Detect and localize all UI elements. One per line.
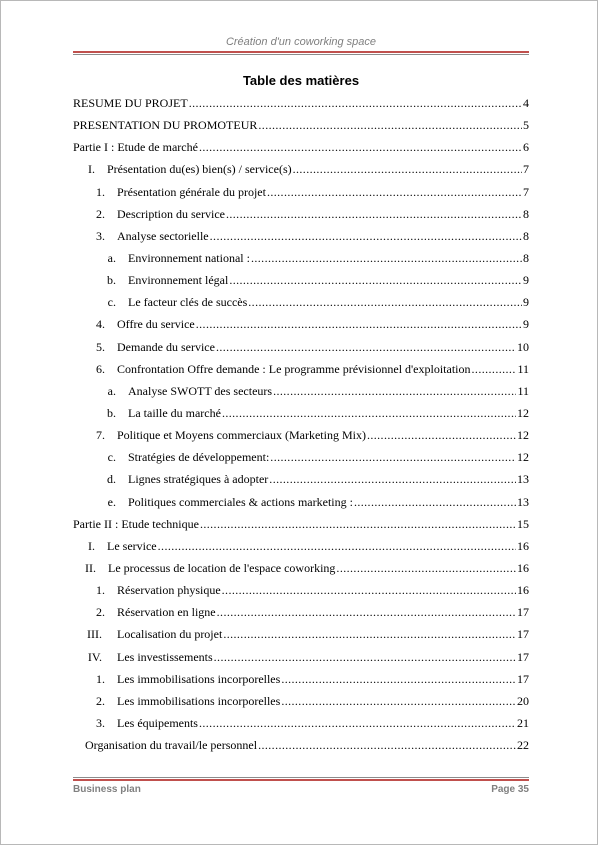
header-rule-gray	[73, 54, 529, 55]
toc-entry-title: Présentation générale du projet	[117, 184, 266, 199]
toc-entry-title: Les investissements	[117, 649, 213, 664]
toc-entry-page: 10	[517, 339, 529, 354]
toc-dot-leader	[248, 295, 522, 310]
toc-entry-title: Réservation en ligne	[117, 605, 216, 620]
toc-entry-number: IV.	[87, 649, 102, 664]
toc-entry[interactable]	[73, 382, 529, 404]
toc-entry-title: Partie I : Etude de marché	[73, 140, 198, 155]
toc-entry-title: Réservation physique	[117, 583, 221, 598]
toc-entry-title: La taille du marché	[128, 405, 221, 420]
toc-entry-page: 21	[517, 715, 529, 730]
toc-entry-title: Stratégies de développement:	[128, 450, 270, 465]
toc-dot-leader	[217, 605, 516, 620]
toc-entry-page: 17	[517, 671, 529, 686]
toc-entry[interactable]	[73, 315, 529, 337]
toc-entry-page: 16	[517, 560, 529, 575]
toc-entry-page: 4	[523, 96, 529, 110]
toc-entry[interactable]	[73, 94, 529, 116]
toc-dot-leader	[222, 583, 516, 598]
toc-dot-leader	[199, 716, 516, 731]
toc-entry-page: 6	[523, 140, 529, 155]
toc-entry-title: Confrontation Offre demande : Le programme prévisionnel d'exploitation	[117, 361, 471, 376]
toc-dot-leader	[354, 495, 516, 510]
toc-dot-leader	[270, 450, 516, 465]
toc-entry-title: Le processus de location de l'espace coworking	[108, 560, 336, 575]
toc-entry-title: Demande du service	[117, 339, 215, 354]
toc-dot-leader	[269, 472, 516, 487]
toc-entry-page: 16	[517, 583, 529, 598]
toc-entry[interactable]	[73, 625, 529, 647]
toc-dot-leader	[189, 96, 522, 111]
toc-entry-title: Environnement national :	[128, 250, 250, 265]
toc-entry-title: Environnement légal	[128, 273, 229, 288]
toc-entry-page: 12	[517, 450, 529, 465]
toc-dot-leader	[216, 340, 516, 355]
toc-entry-title: Les immobilisations incorporelles	[117, 671, 281, 686]
toc-entry-page: 17	[517, 649, 529, 664]
toc-entry-number: 5.	[96, 339, 105, 354]
toc-entry[interactable]	[73, 138, 529, 160]
toc-entry-number: b.	[107, 273, 116, 288]
toc-entry-page: 13	[517, 494, 529, 509]
toc-entry-number: 3.	[96, 715, 105, 730]
toc-entry[interactable]	[73, 670, 529, 692]
toc-dot-leader	[222, 406, 516, 421]
toc-entry-page: 5	[523, 118, 529, 133]
toc-entry-title: Politiques commerciales & actions marketing :	[128, 494, 353, 509]
page-number: Page 35	[491, 784, 529, 795]
toc-entry[interactable]	[73, 692, 529, 714]
toc-entry[interactable]	[73, 470, 529, 492]
toc-entry-number: 6.	[96, 361, 105, 376]
toc-entry[interactable]	[73, 249, 529, 271]
toc-entry[interactable]	[73, 515, 529, 537]
toc-entry-number: 1.	[96, 671, 105, 686]
toc-entry[interactable]	[73, 116, 529, 138]
toc-entry[interactable]	[73, 426, 529, 448]
toc-entry[interactable]	[73, 736, 529, 758]
toc-entry-title: Localisation du projet	[117, 627, 223, 642]
toc-entry[interactable]	[73, 714, 529, 736]
toc-entry[interactable]	[73, 404, 529, 426]
toc-entry-page: 8	[523, 250, 529, 265]
toc-dot-leader	[223, 627, 516, 642]
toc-dot-leader	[226, 207, 522, 222]
toc-entry[interactable]	[73, 227, 529, 249]
toc-entry-page: 20	[517, 693, 529, 708]
footer-left: Business plan	[73, 784, 141, 795]
toc-entry-page: 13	[517, 472, 529, 487]
toc-entry-page: 11	[517, 361, 529, 376]
toc-entry-number: 1.	[96, 184, 105, 199]
toc-entry-title: Description du service	[117, 206, 225, 221]
toc-entry[interactable]	[73, 271, 529, 293]
toc-dot-leader	[196, 317, 522, 332]
toc-title: Table des matières	[242, 73, 360, 88]
toc-entry-page: 15	[517, 516, 529, 531]
toc-entry[interactable]	[73, 160, 529, 182]
toc-entry-title: Politique et Moyens commerciaux (Marketing Mix)	[117, 428, 366, 443]
toc-entry[interactable]	[73, 360, 529, 382]
toc-entry-number: a.	[107, 250, 116, 265]
toc-entry-title: Lignes stratégiques à adopter	[128, 472, 269, 487]
toc-entry-number: 7.	[96, 428, 105, 443]
toc-entry-number: c.	[107, 450, 116, 465]
toc-dot-leader	[158, 539, 516, 554]
toc-entry-page: 12	[517, 428, 529, 443]
toc-entry-number: 2.	[96, 693, 105, 708]
footer-rule-gray	[73, 777, 529, 778]
toc-entry-number: I.	[88, 162, 95, 177]
toc-dot-leader	[214, 650, 516, 665]
toc-entry-title: Présentation du(es) bien(s) / service(s)	[107, 162, 292, 177]
toc-entry-page: 9	[523, 273, 529, 288]
toc-dot-leader	[472, 362, 517, 377]
toc-dot-leader	[199, 140, 522, 155]
toc-entry[interactable]	[73, 581, 529, 603]
header-rule-red	[73, 51, 529, 53]
toc-entry[interactable]	[73, 603, 529, 625]
toc-entry-title: Le service	[107, 538, 157, 553]
toc-entry[interactable]	[73, 293, 529, 315]
toc-entry-title: Partie II : Etude technique	[73, 516, 199, 531]
toc-entry-number: 2.	[96, 605, 105, 620]
footer-rule-red	[73, 779, 529, 781]
toc-entry[interactable]	[73, 338, 529, 360]
table-of-contents	[73, 94, 529, 758]
toc-entry-page: 9	[523, 295, 529, 310]
toc-dot-leader	[229, 273, 522, 288]
toc-dot-leader	[258, 118, 522, 133]
toc-dot-leader	[281, 694, 516, 709]
toc-entry-number: II.	[85, 560, 96, 575]
toc-dot-leader	[273, 384, 516, 399]
running-header: Création d'un coworking space	[225, 36, 377, 48]
toc-entry-number: b.	[107, 405, 116, 420]
toc-entry-page: 22	[517, 738, 529, 753]
toc-entry-page: 7	[523, 162, 529, 177]
toc-entry-title: Offre du service	[117, 317, 195, 332]
toc-entry[interactable]	[73, 648, 529, 670]
toc-entry[interactable]	[73, 559, 529, 581]
toc-entry-number: c.	[107, 295, 116, 310]
toc-entry-page: 16	[517, 538, 529, 553]
toc-entry-title: PRESENTATION DU PROMOTEUR	[73, 118, 258, 133]
toc-entry-title: Le facteur clés de succès	[128, 295, 248, 310]
toc-dot-leader	[293, 162, 522, 177]
toc-entry-page: 8	[523, 206, 529, 221]
toc-entry[interactable]	[73, 537, 529, 559]
toc-entry-title: Les équipements	[117, 715, 198, 730]
toc-entry-number: I.	[88, 538, 95, 553]
toc-entry[interactable]	[73, 493, 529, 515]
toc-entry-number: d.	[107, 472, 116, 487]
toc-entry-number: 1.	[96, 583, 105, 598]
toc-dot-leader	[367, 428, 516, 443]
toc-entry-number: e.	[107, 494, 116, 509]
toc-dot-leader	[258, 738, 516, 753]
toc-entry-page: 9	[523, 317, 529, 332]
toc-dot-leader	[267, 185, 522, 200]
toc-entry[interactable]	[73, 448, 529, 470]
toc-entry-page: 8	[523, 228, 529, 243]
toc-entry-title: Organisation du travail/le personnel	[85, 738, 258, 753]
toc-entry[interactable]	[73, 205, 529, 227]
toc-dot-leader	[251, 251, 522, 266]
toc-entry-number: III.	[87, 627, 102, 642]
toc-entry-number: 4.	[96, 317, 105, 332]
toc-dot-leader	[281, 672, 516, 687]
toc-dot-leader	[336, 561, 516, 576]
toc-entry-number: 2.	[96, 206, 105, 221]
toc-entry-page: 17	[517, 605, 529, 620]
toc-entry[interactable]	[73, 183, 529, 205]
toc-entry-title: Analyse SWOTT des secteurs	[128, 383, 273, 398]
toc-entry-page: 7	[523, 184, 529, 199]
toc-dot-leader	[210, 229, 522, 244]
toc-entry-number: 3.	[96, 228, 105, 243]
toc-entry-page: 11	[517, 383, 529, 398]
toc-entry-page: 17	[517, 627, 529, 642]
toc-entry-title: RESUME DU PROJET	[73, 96, 188, 110]
toc-dot-leader	[200, 517, 516, 532]
toc-entry-title: Analyse sectorielle	[117, 228, 209, 243]
toc-entry-number: a.	[107, 383, 116, 398]
toc-entry-page: 12	[517, 405, 529, 420]
toc-entry-title: Les immobilisations incorporelles	[117, 693, 281, 708]
